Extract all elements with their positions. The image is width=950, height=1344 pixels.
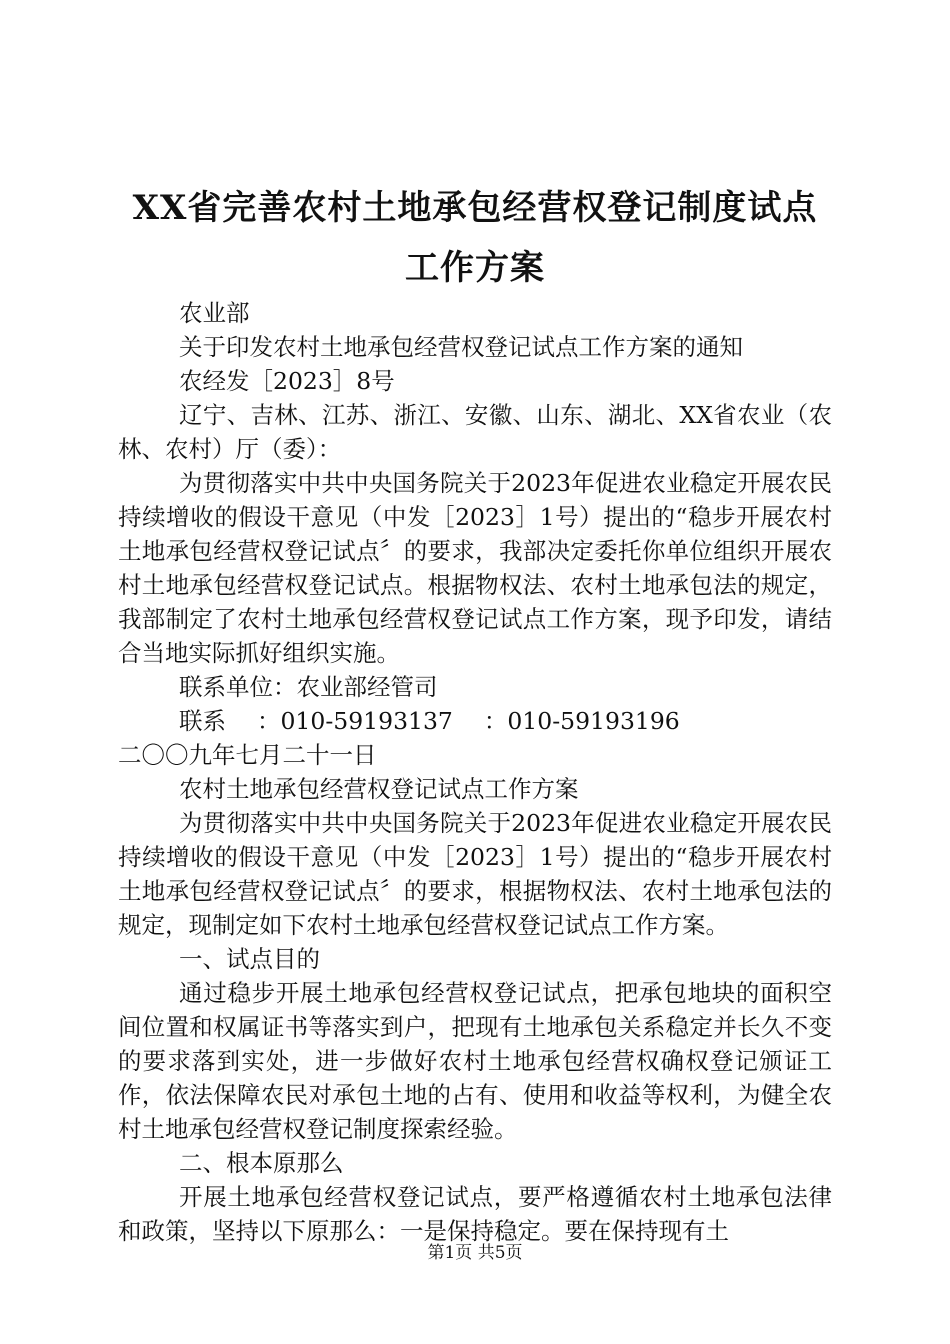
- contact-unit: 联系单位：农业部经管司: [179, 673, 438, 701]
- section-2-body: 开展土地承包经营权登记试点，要严格遵循农村土地承包法律和政策，坚持以下原那么：一是保持稳定。要在保持现有土: [118, 1183, 832, 1245]
- document-body: [118, 296, 832, 1248]
- notice-title: 关于印发农村土地承包经营权登记试点工作方案的通知: [179, 333, 743, 361]
- issue-date: 二〇〇九年七月二十一日: [118, 741, 377, 769]
- document-title-line-2: 工作方案: [405, 248, 545, 288]
- section-1-body: 通过稳步开展土地承包经营权登记试点，把承包地块的面积空间位置和权属证书等落实到户，把现有土地承包关系稳定并长久不变的要求落到实处，进一步做好农村土地承包经营权确权登记颁证工作，依法保障农民对承包土地的占有、使用和收益等权利，为健全农村土地承包经营权登记制度探索经验。: [118, 979, 832, 1143]
- document-title-line-1: XX省完善农村土地承包经营权登记制度试点: [132, 188, 818, 228]
- plan-title: 农村土地承包经营权登记试点工作方案: [179, 775, 579, 803]
- intro-paragraph: 为贯彻落实中共中央国务院关于2023年促进农业稳定开展农民持续增收的假设干意见（中发［2023］1号）提出的“稳步开展农村土地承包经营权登记试点〞的要求，我部决定委托你单位组织开展农村土地承包经营权登记试点。根据物权法、农村土地承包法的规定，我部制定了农村土地承包经营权登记试点工作方案，现予印发，请结合当地实际抓好组织实施。: [118, 469, 832, 667]
- issuer: 农业部: [179, 299, 250, 327]
- contact-phones: 联系 ：010-59193137 ：010-59193196: [179, 707, 680, 735]
- section-1-heading: 一、试点目的: [179, 945, 320, 973]
- section-2-heading: 二、根本原那么: [179, 1149, 344, 1177]
- document-number: 农经发［2023］8号: [179, 367, 395, 395]
- plan-paragraph: 为贯彻落实中共中央国务院关于2023年促进农业稳定开展农民持续增收的假设干意见（中发［2023］1号）提出的“稳步开展农村土地承包经营权登记试点〞的要求，根据物权法、农村土地承包法的规定，现制定如下农村土地承包经营权登记试点工作方案。: [118, 809, 832, 939]
- page-footer: 第1页 共5页: [427, 1243, 523, 1263]
- recipients: 辽宁、吉林、江苏、浙江、安徽、山东、湖北、XX省农业（农林、农村）厅（委）：: [118, 401, 832, 463]
